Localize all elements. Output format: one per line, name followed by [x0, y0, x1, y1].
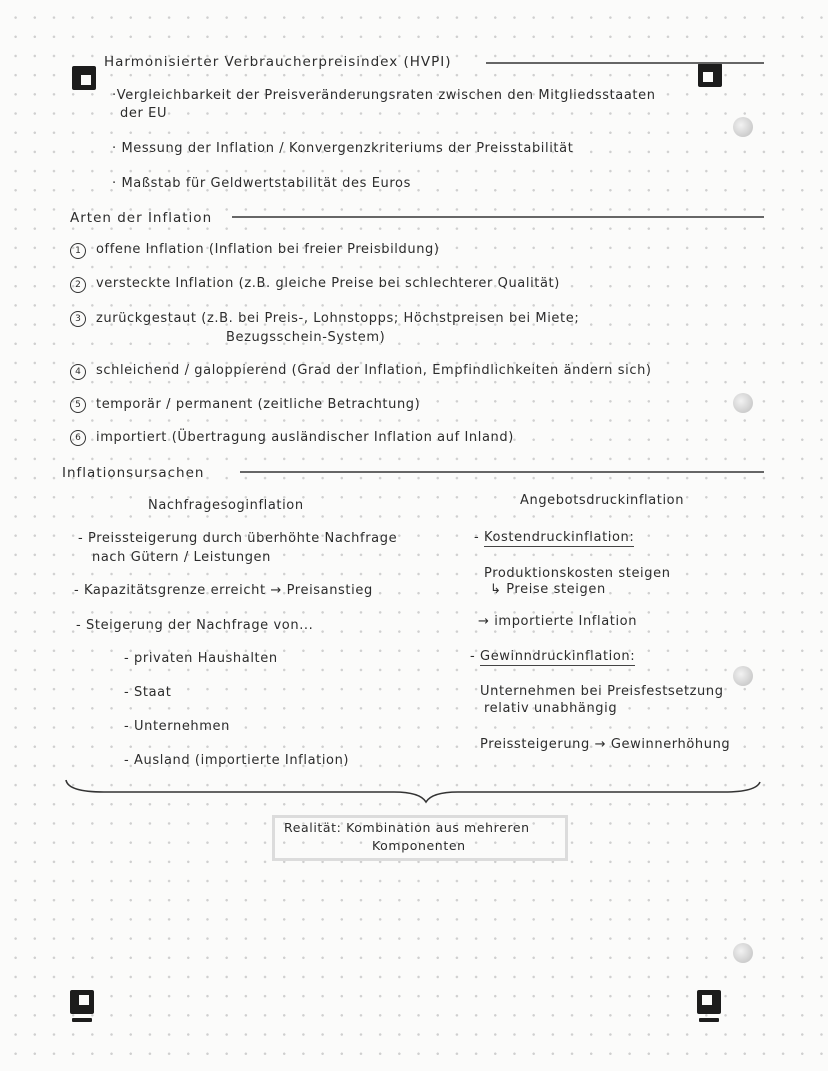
arten-item-3: zurückgestaut (z.B. bei Preis-, Lohnstopps; Höchstpreisen bei Miete;: [96, 311, 580, 326]
hvpi-heading: Harmonisierter Verbraucherpreisindex (HVPI): [104, 54, 452, 70]
binder-hole: [733, 117, 753, 137]
arten-item-5: temporär / permanent (zeitliche Betrachtung): [96, 397, 421, 412]
nachfrage-sub-4: - Ausland (importierte Inflation): [124, 753, 350, 768]
gewinndruck-title: - Gewinndruckinflation:: [470, 649, 636, 664]
ursachen-heading-rule: [240, 471, 764, 473]
scan-dash-bottom-right: [699, 1018, 719, 1022]
arten-number-5: 5: [70, 397, 86, 413]
binder-hole: [733, 943, 753, 963]
arten-item-2: versteckte Inflation (z.B. gleiche Preise bei schlechterer Qualität): [96, 276, 560, 291]
gewinndruck-line-2: relativ unabhängig: [484, 701, 618, 716]
arten-item-1: offene Inflation (Inflation bei freier Preisbildung): [96, 242, 440, 257]
ursachen-heading: Inflationsursachen: [62, 465, 205, 481]
hvpi-bullet-2: · Messung der Inflation / Konvergenzkriteriums der Preisstabilität: [112, 141, 574, 156]
hvpi-bullet-3: · Maßstab für Geldwertstabilität des Euros: [112, 176, 411, 191]
nachfragesog-title: Nachfragesoginflation: [148, 498, 304, 513]
binder-hole: [733, 393, 753, 413]
arten-item-3-cont: Bezugsschein-System): [226, 330, 386, 345]
scan-marker-top-right: [698, 63, 722, 87]
scan-dash-bottom-left: [72, 1018, 92, 1022]
arten-number-1: 1: [70, 243, 86, 259]
gewinndruck-line-1: Unternehmen bei Preisfestsetzung: [480, 684, 724, 699]
scan-marker-bottom-right: [697, 990, 721, 1014]
scan-marker-top-left: [72, 66, 96, 90]
kostendruck-line-1: Produktionskosten steigen: [484, 566, 671, 581]
kostendruck-line-3: → importierte Inflation: [478, 614, 638, 629]
arten-number-3: 3: [70, 311, 86, 327]
kostendruck-title: - Kostendruckinflation:: [474, 530, 635, 545]
hvpi-bullet-1: ·Vergleichbarkeit der Preisveränderungsraten zwischen den Mitgliedsstaaten: [112, 88, 656, 103]
kostendruck-title-label: Kostendruckinflation:: [484, 530, 635, 545]
combining-brace: [64, 776, 764, 806]
angebotsdruck-title: Angebotsdruckinflation: [520, 493, 685, 508]
realitaet-line-2: Komponenten: [372, 838, 466, 853]
nachfrage-sub-1: - privaten Haushalten: [124, 651, 278, 666]
nachfrage-line-2: - Kapazitätsgrenze erreicht → Preisanstieg: [74, 583, 373, 598]
nachfrage-line-3: - Steigerung der Nachfrage von...: [76, 618, 314, 633]
arten-number-4: 4: [70, 364, 86, 380]
hvpi-heading-rule: [486, 62, 764, 64]
nachfrage-sub-3: - Unternehmen: [124, 719, 230, 734]
binder-hole: [733, 666, 753, 686]
arten-item-4: schleichend / galoppierend (Grad der Inflation, Empfindlichkeiten ändern sich): [96, 363, 652, 378]
gewinndruck-line-3: Preissteigerung → Gewinnerhöhung: [480, 737, 731, 752]
nachfrage-sub-2: - Staat: [124, 685, 172, 700]
gewinndruck-title-label: Gewinndruckinflation:: [480, 649, 636, 664]
arten-heading: Arten der Inflation: [70, 210, 213, 226]
hvpi-bullet-1-cont: der EU: [120, 106, 168, 121]
nachfrage-line-1: - Preissteigerung durch überhöhte Nachfrage: [78, 531, 398, 546]
scan-marker-bottom-left: [70, 990, 94, 1014]
nachfrage-line-1-cont: nach Gütern / Leistungen: [92, 550, 271, 565]
arten-item-6: importiert (Übertragung ausländischer Inflation auf Inland): [96, 430, 514, 445]
arten-number-2: 2: [70, 277, 86, 293]
arten-number-6: 6: [70, 430, 86, 446]
kostendruck-line-2: ↳ Preise steigen: [490, 582, 606, 597]
realitaet-line-1: Realität: Kombination aus mehreren: [284, 820, 530, 835]
arten-heading-rule: [232, 216, 764, 218]
